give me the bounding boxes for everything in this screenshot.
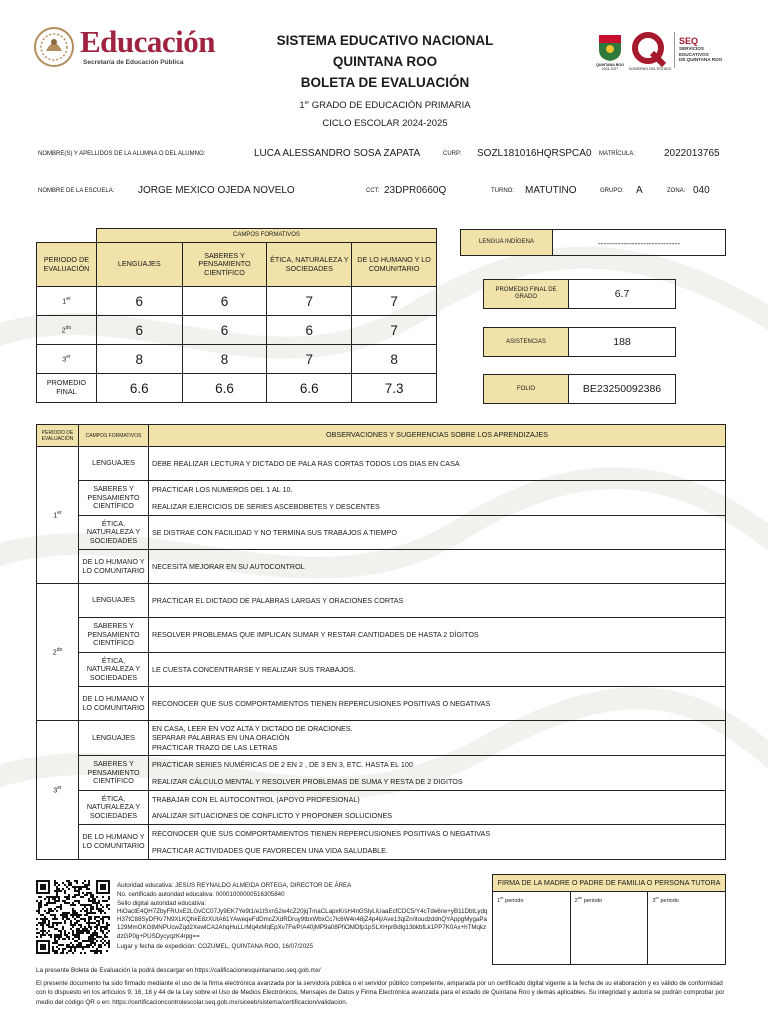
seq-logo-sub xyxy=(679,46,722,63)
asistencias-value: 188 xyxy=(613,336,631,348)
observation-row xyxy=(37,721,726,756)
obs-campo-cell: DE LO HUMANO Y LO COMUNITARIO xyxy=(79,550,149,584)
observation-row xyxy=(37,584,726,618)
legal-note: El presente documento ha sido firmado mediante el uso de la firma electrónica avanzada por la servidora pública o el servidor público competente, amparada por un certificado digital vigente a la fecha de su elaboración y es válido de conformidad con lo dispuesto en los artículos 9, 16, 18 y 44 de la Ley sobre el Uso de Medios Electrónicos, Mensajes de Datos y Firma Electrónica avanzada para el estado de Quintana Roo y demás aplicables. Su integridad y autoría se podrán comprobar por medio del código QR o en: https://certificacioncontrolescolar.seq.gob.mx/siceeb/sistema/certificacion/validacion. xyxy=(36,980,725,1006)
folio-value: BE23250092386 xyxy=(582,383,662,395)
seq-logo-title: SEQ xyxy=(679,36,699,46)
obs-text-cell xyxy=(149,825,726,860)
promedio-value: 6.7 xyxy=(614,288,630,300)
period-cell xyxy=(37,345,97,374)
average-cell: 7.3 xyxy=(352,374,437,403)
curp-label: CURP: xyxy=(443,151,462,157)
cert-number: No. certificado autoridad educativa: 00001000000516305840 xyxy=(117,891,285,898)
observation-line: PRACTICAR SERIES NUMÉRICAS DE 2 EN 2 , DE 3 EN 3, ETC. HASTA EL 100 xyxy=(152,760,413,769)
observation-line: ANALIZAR SITUACIONES DE CONFLICTO Y PROPONER SOLUCIONES xyxy=(152,811,393,820)
title-line-2: QUINTANA ROO xyxy=(332,54,438,69)
obs-period-cell xyxy=(37,721,79,860)
observation-line: LE CUESTA CONCENTRARSE Y REALIZAR SUS TRABAJOS. xyxy=(152,664,356,674)
state-logos xyxy=(596,30,736,74)
grade-cell: 6 xyxy=(267,316,352,345)
grades-table xyxy=(36,228,437,403)
observation-line: SEPARAR PALABRAS EN UNA ORACIÓN xyxy=(152,733,290,743)
signature-cell-3[interactable] xyxy=(648,892,725,964)
observation-line: REALIZAR CÁLCULO MENTAL Y RESOLVER PROBLEMAS DE SUMA Y RESTA DE 2 DIGITOS xyxy=(152,776,463,786)
period-sup: er xyxy=(57,784,62,791)
grade-cell: 7 xyxy=(267,345,352,374)
obs-campo-cell: DE LO HUMANO Y LO COMUNITARIO xyxy=(79,687,149,721)
cct-label: CCT: xyxy=(366,188,380,194)
grades-row-3 xyxy=(37,345,437,374)
obs-text-cell xyxy=(149,653,726,687)
observation-line: PRACTICAR EL DICTADO DE PALABRAS LARGAS Y ORACIONES CORTAS xyxy=(152,595,404,605)
student-name: LUCA ALESSANDRO SOSA ZAPATA xyxy=(254,148,421,159)
period-cell xyxy=(37,316,97,345)
obs-campo-cell: ÉTICA, NATURALEZA Y SOCIEDADES xyxy=(79,791,149,825)
column-header-saberes: SABERES Y PENSAMIENTO CIENTÍFICO xyxy=(182,243,267,287)
cert-seal-label: Sello digital autoridad educativa: xyxy=(117,900,207,907)
student-name-label: NOMBRE(S) Y APELLIDOS DE LA ALUMNA O DEL ALUMNO: xyxy=(38,151,206,157)
average-cell: 6.6 xyxy=(182,374,267,403)
obs-text-cell xyxy=(149,481,726,516)
observation-row xyxy=(37,825,726,860)
obs-period-cell xyxy=(37,447,79,584)
average-label: PROMEDIO FINAL xyxy=(37,374,97,403)
obs-text-cell xyxy=(149,687,726,721)
grade-cell: 8 xyxy=(352,345,437,374)
lengua-label: LENGUA INDÍGENA xyxy=(461,230,553,255)
state-seal-sub: 2024-2027 xyxy=(601,67,619,71)
observation-line xyxy=(152,770,722,777)
observation-row xyxy=(37,791,726,825)
obs-text-cell xyxy=(149,618,726,653)
q-logo-sub: GOBIERNO DEL ESTADO xyxy=(628,67,672,71)
coat-of-arms-icon xyxy=(33,25,75,69)
period-number: 3 xyxy=(53,785,58,795)
observation-line: RECONOCER QUE SUS COMPORTAMIENTOS TIENEN REPERCUSIONES POSITIVAS O NEGATIVAS xyxy=(152,698,491,708)
state-seal-icon xyxy=(596,32,624,62)
signature-cell-2[interactable] xyxy=(571,892,649,964)
obs-campo-cell: LENGUAJES xyxy=(79,447,149,481)
grupo-label: GRUPO: xyxy=(600,188,624,194)
observation-line: RECONOCER QUE SUS COMPORTAMIENTOS TIENEN REPERCUSIONES POSITIVAS O NEGATIVAS xyxy=(152,829,491,838)
column-header-lenguajes: LENGUAJES xyxy=(96,243,182,287)
grade-cell: 8 xyxy=(96,345,182,374)
observation-line xyxy=(152,804,722,811)
signature-box xyxy=(492,874,726,965)
grade-line xyxy=(240,93,530,116)
grades-row-2 xyxy=(37,316,437,345)
promedio-final-box xyxy=(483,279,676,309)
obs-campos-header: CAMPOS FORMATIVOS xyxy=(79,425,149,447)
obs-campo-cell: ÉTICA, NATURALEZA Y SOCIEDADES xyxy=(79,653,149,687)
period-sup: er xyxy=(66,295,71,302)
observation-line: TRABAJAR CON EL AUTOCONTROL (APOYO PROFESIONAL) xyxy=(152,794,360,804)
periodo-header: PERIODO DE EVALUACIÓN xyxy=(37,243,97,287)
grade-cell: 7 xyxy=(352,316,437,345)
turno-value: MATUTINO xyxy=(525,185,577,196)
document-title xyxy=(240,30,530,132)
obs-text-cell xyxy=(149,447,726,481)
sep-logo xyxy=(33,25,233,75)
observation-line: PRACTICAR TRAZO DE LAS LETRAS xyxy=(152,742,278,752)
signature-cell-1[interactable] xyxy=(493,892,571,964)
signature-cells xyxy=(493,892,725,964)
observation-line: RESOLVER PROBLEMAS QUE IMPLICAN SUMAR Y RESTAR CANTIDADES DE HASTA 2 DÍGITOS xyxy=(152,630,479,640)
sig-label: periodo xyxy=(505,897,524,904)
grades-average-row xyxy=(37,374,437,403)
observations-table xyxy=(36,424,726,860)
asistencias-box xyxy=(483,327,676,357)
school-label: NOMBRE DE LA ESCUELA: xyxy=(38,188,115,194)
observation-line: NECESITA MEJORAR EN SU AUTOCONTROL xyxy=(152,561,305,571)
campos-header: CAMPOS FORMATIVOS xyxy=(96,229,436,243)
obs-text-cell xyxy=(149,756,726,791)
obs-text-cell xyxy=(149,516,726,550)
signature-title: FIRMA DE LA MADRE O PADRE DE FAMILIA O PERSONA TUTORA xyxy=(493,875,725,892)
curp-value: SOZL181016HQRSPCA0 xyxy=(477,148,592,159)
grade-cell: 7 xyxy=(352,287,437,316)
turno-label: TURNO: xyxy=(491,188,514,194)
sig-sup: er xyxy=(500,895,504,900)
lengua-value: ----------------------------- xyxy=(597,237,681,248)
seq-sub-3: DE QUINTANA ROO xyxy=(679,57,723,62)
sig-label: periodo xyxy=(660,897,679,904)
grade-cell: 6 xyxy=(96,316,182,345)
obs-campo-cell: LENGUAJES xyxy=(79,584,149,618)
observation-row xyxy=(37,756,726,791)
period-number: 1 xyxy=(62,296,67,306)
observation-line: PRACTICAR LOS NUMEROS DEL 1 AL 10. xyxy=(152,485,293,494)
grades-row-1 xyxy=(37,287,437,316)
qr-code-icon xyxy=(36,880,110,954)
grade-cell: 8 xyxy=(182,345,267,374)
download-note: La presente Boleta de Evaluación la podrá descargar en https://calificacionesquintanaroo.seq.gob.mx/ xyxy=(36,967,321,974)
average-cell: 6.6 xyxy=(96,374,182,403)
obs-text-cell xyxy=(149,584,726,618)
observation-row xyxy=(37,618,726,653)
obs-campo-cell: LENGUAJES xyxy=(79,721,149,756)
title-line-3: BOLETA DE EVALUACIÓN xyxy=(300,75,470,90)
observation-line: DEBE REALIZAR LECTURA Y DICTADO DE PALA RAS CORTAS TODOS LOS DIAS EN CASA xyxy=(152,458,460,468)
title-line-1: SISTEMA EDUCATIVO NACIONAL xyxy=(276,33,494,48)
period-number: 3 xyxy=(62,354,67,364)
quintana-roo-q-icon xyxy=(630,31,668,67)
grade-cell: 6 xyxy=(182,316,267,345)
obs-campo-cell: DE LO HUMANO Y LO COMUNITARIO xyxy=(79,825,149,860)
logo-wordmark: Educación xyxy=(80,24,216,59)
obs-period-cell xyxy=(37,584,79,721)
asistencias-label: ASISTENCIAS xyxy=(484,328,569,356)
cert-authority: Autoridad educativa: JESUS REYNALDO ALMEIDA ORTEGA, DIRECTOR DE ÁREA xyxy=(117,882,352,889)
zona-label: ZONA: xyxy=(667,188,686,194)
sig-sup: do xyxy=(577,895,583,900)
promedio-label: PROMEDIO FINAL DE GRADO xyxy=(484,280,569,308)
obs-campo-cell: SABERES Y PENSAMIENTO CIENTÍFICO xyxy=(79,756,149,791)
grade-cell: 6 xyxy=(96,287,182,316)
sig-num: 2 xyxy=(574,897,578,904)
grade-cell: 6 xyxy=(182,287,267,316)
observation-row xyxy=(37,687,726,721)
observation-line: REALIZAR EJERCICIOS DE SERIES ASCEBDBETES Y DESCENTES xyxy=(152,501,380,511)
grade-ordinal: 1 xyxy=(299,100,305,112)
sig-num: 3 xyxy=(652,897,656,904)
grade-text: GRADO DE EDUCACIÓN PRIMARIA xyxy=(311,100,471,112)
observation-line: SE DISTRAE CON FACILIDAD Y NO TERMINA SUS TRABAJOS A TIEMPO xyxy=(152,527,397,537)
observation-row xyxy=(37,653,726,687)
period-sup: do xyxy=(65,324,72,331)
observation-line xyxy=(152,495,722,502)
obs-campo-cell: SABERES Y PENSAMIENTO CIENTÍFICO xyxy=(79,481,149,516)
lengua-indigena-box xyxy=(460,229,726,256)
cct-value: 23DPR0660Q xyxy=(384,185,447,196)
matricula-label: MATRÍCULA: xyxy=(599,151,635,157)
school-name: JORGE MEXICO OJEDA NOVELO xyxy=(138,185,295,196)
period-sup: er xyxy=(57,509,62,516)
obs-header: OBSERVACIONES Y SUGERENCIAS SOBRE LOS APRENDIZAJES xyxy=(149,425,726,447)
grade-ordinal-sup: er xyxy=(304,100,310,106)
obs-text-cell xyxy=(149,550,726,584)
school-year: CICLO ESCOLAR 2024-2025 xyxy=(322,118,448,130)
logo-divider xyxy=(674,32,675,68)
sig-label: periodo xyxy=(583,897,603,904)
certification-block xyxy=(117,881,489,951)
obs-text-cell xyxy=(149,721,726,756)
state-seal-label: QUINTANA ROO xyxy=(596,63,624,67)
average-cell: 6.6 xyxy=(267,374,352,403)
column-header-humano: DE LO HUMANO Y LO COMUNITARIO xyxy=(352,243,437,287)
observation-line: PRACTICAR ACTIVIDADES QUE FAVORECEN UNA VIDA SALUDABLE. xyxy=(152,845,388,855)
folio-box xyxy=(483,374,676,404)
observation-line: EN CASA, LEER EN VOZ ALTA Y DICTADO DE ORACIONES. xyxy=(152,723,353,733)
zona-value: 040 xyxy=(693,185,710,196)
period-sup: do xyxy=(56,646,63,653)
observation-line xyxy=(152,839,722,846)
observation-row xyxy=(37,481,726,516)
column-header-etica: ÉTICA, NATURALEZA Y SOCIEDADES xyxy=(267,243,352,287)
obs-text-cell xyxy=(149,791,726,825)
observation-row xyxy=(37,447,726,481)
seq-sub-1: SERVICIOS xyxy=(679,46,704,51)
matricula-value: 2022013765 xyxy=(664,148,720,159)
observation-row xyxy=(37,516,726,550)
cert-place-date: Lugar y fecha de expedición: COZUMEL, QUINTANA ROO, 16/07/2025 xyxy=(117,942,313,950)
period-number: 2 xyxy=(52,647,57,657)
observation-row xyxy=(37,550,726,584)
cert-seal-value: HiOactE4QH7ZbyFRUxE2LGvCC07Jy9EK7Ye9t1/e1tSxn52w4cZ20jqTmaCLapxK/sH4nGSlyLiUaaEcfCDC5/Y4cTde6rw+yB11DbtLydqH37tC88SyDFKr7N9XLKQhkE8zXUtA61YAweqeFdDmcZXdRDruy9tbxWbxCc7lc6W4n48jZ4p4lj/Ave13qlZn/itoudzddnQYAppgMygaPa129MmOKGtMNPUcwZqd2XewlCA2AhqHuLLrMq4xMqEpXv7FwP/A40jMP9a08PfiOMDfp1pSLXHprBdlg13bkbfLk1PP7K0Ax+hTMqkzdzGP0g+PUSDycyqzK4rpg== xyxy=(117,908,488,940)
obs-campo-cell: SABERES Y PENSAMIENTO CIENTÍFICO xyxy=(79,618,149,653)
period-sup: er xyxy=(66,353,71,360)
grades-corner xyxy=(37,229,97,243)
logo-subtitle: Secretaría de Educación Pública xyxy=(83,59,184,66)
folio-label: FOLIO xyxy=(484,375,569,403)
obs-campo-cell: ÉTICA, NATURALEZA Y SOCIEDADES xyxy=(79,516,149,550)
period-number: 2 xyxy=(61,325,66,335)
period-number: 1 xyxy=(53,510,58,520)
seq-sub-2: EDUCATIVOS xyxy=(679,51,709,57)
obs-periodo-header: PERIODO DE EVALUACIÓN xyxy=(37,425,79,447)
grupo-value: A xyxy=(636,185,643,196)
sig-sup: er xyxy=(655,895,659,900)
period-cell xyxy=(37,287,97,316)
grade-cell: 7 xyxy=(267,287,352,316)
sig-num: 1 xyxy=(497,897,501,904)
